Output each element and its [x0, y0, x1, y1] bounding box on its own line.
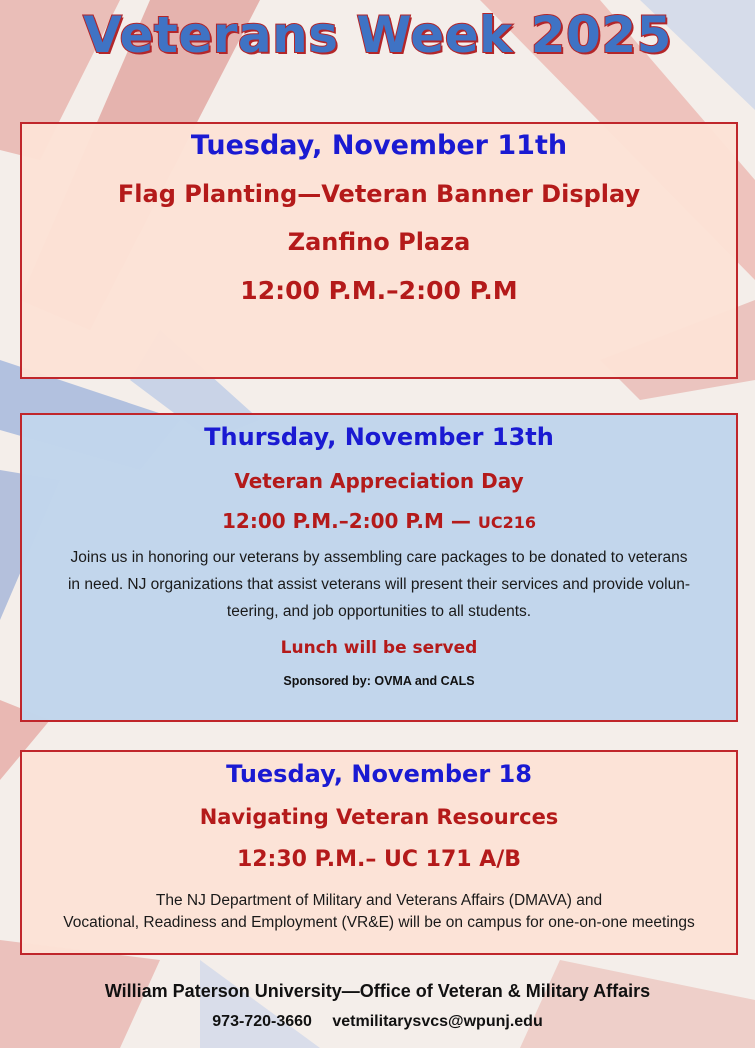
event-location: Zanfino Plaza: [287, 228, 471, 256]
event-sponsor: Sponsored by: OVMA and CALS: [283, 674, 475, 688]
event-name: Navigating Veteran Resources: [199, 805, 559, 829]
event-day: Thursday, November 13th: [204, 423, 554, 451]
email-address: vetmilitarysvcs@wpunj.edu: [332, 1013, 543, 1030]
office-name: William Paterson University—Office of Veteran & Military Affairs: [104, 981, 651, 1001]
event-time: 12:00 P.M.–2:00 P.M: [240, 276, 518, 305]
event-description-line: The NJ Department of Military and Veterans Affairs (DMAVA) and: [155, 892, 603, 909]
event-description-line: Vocational, Readiness and Employment (VR&E) will be on campus for one-on-one meetings: [63, 914, 695, 931]
event-day: Tuesday, November 18: [226, 760, 532, 788]
event-name: Flag Planting—Veteran Banner Display: [117, 180, 641, 208]
page-title: Veterans Week 2025: [83, 6, 672, 64]
event-card-nov-13: [20, 413, 738, 722]
event-note: Lunch will be served: [280, 638, 478, 658]
event-room: UC216: [477, 513, 536, 532]
event-time: 12:00 P.M.–2:00 P.M —: [222, 509, 478, 533]
event-time-row: [22, 509, 736, 533]
event-card-nov-18: [20, 750, 738, 955]
event-card-nov-11: [20, 122, 738, 379]
contact-info: [0, 1013, 755, 1031]
event-day: Tuesday, November 11th: [190, 130, 568, 161]
phone-number: 973-720-3660: [212, 1013, 312, 1030]
event-description-line: Joins us in honoring our veterans by assembling care packages to be donated to veterans: [70, 549, 688, 566]
event-description-line: in need. NJ organizations that assist veterans will present their services and provide volun-: [67, 576, 691, 593]
event-description-line: teering, and job opportunities to all students.: [226, 603, 532, 620]
event-name: Veteran Appreciation Day: [234, 469, 524, 493]
event-time: 12:30 P.M.– UC 171 A/B: [236, 847, 522, 872]
